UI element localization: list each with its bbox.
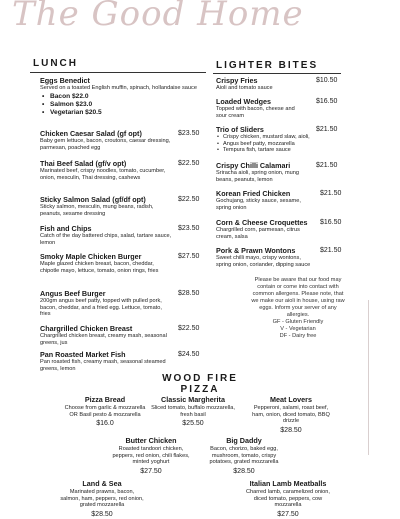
slider-option: • Tempura fish, tartare sauce bbox=[216, 147, 316, 154]
pizza-heading-line1: WOOD FIRE bbox=[162, 373, 238, 384]
pizza-item bbox=[63, 395, 147, 428]
item-name: Smoky Maple Chicken Burger bbox=[40, 252, 142, 261]
item-desc: 200gm angus beef patty, topped with pulled pork, bacon, cheddar, and a fried egg. Lettuce, tomato, fries bbox=[40, 298, 162, 318]
lunch-rule bbox=[30, 72, 206, 73]
item-name: Crispy Fries bbox=[216, 76, 258, 85]
pizza-price: $28.50 bbox=[280, 427, 302, 435]
item-name: Korean Fried Chicken bbox=[216, 189, 291, 198]
item-name: Trio of Sliders bbox=[216, 125, 264, 134]
pizza-desc: Bacon, chorizo, baked egg, mushroom, tomato, crispy potatoes, grated mozzarella bbox=[209, 446, 279, 466]
menu-item-korean-fried-chicken bbox=[216, 189, 310, 211]
item-name: Pan Roasted Market Fish bbox=[40, 350, 126, 359]
item-price: $23.50 bbox=[178, 225, 200, 232]
legend-df: DF - Dairy free bbox=[279, 333, 317, 339]
menu-item bbox=[40, 224, 172, 246]
item-name: Fish and Chips bbox=[40, 224, 92, 233]
pizza-desc: Charred lamb, caramelized onion, diced tomato, peppers, cow mozzarella bbox=[246, 489, 330, 509]
item-desc: Chargrilled corn, parmesan, citrus cream, salsa bbox=[216, 227, 300, 240]
item-desc: Chargrilled chicken breast, creamy mash, seasonal greens, jus bbox=[40, 333, 167, 346]
item-price: $23.50 bbox=[178, 130, 200, 137]
item-price: $27.50 bbox=[178, 253, 200, 260]
item-price: $21.50 bbox=[316, 162, 338, 169]
item-price: $10.50 bbox=[316, 77, 338, 84]
restaurant-logo: The Good Home bbox=[12, 0, 304, 34]
slider-option: • Crispy chicken, mustard slaw, aioli, bbox=[216, 134, 316, 141]
item-name: Loaded Wedges bbox=[216, 97, 271, 106]
pizza-item bbox=[150, 395, 236, 428]
slider-option: • Angus beef patty, mozzarella bbox=[216, 141, 316, 148]
pizza-price: $27.50 bbox=[277, 511, 299, 519]
menu-item-loaded-wedges bbox=[216, 97, 296, 119]
item-desc: Aioli and tomato sauce bbox=[216, 85, 273, 91]
menu-item-eggs-benedict bbox=[40, 76, 200, 117]
pizza-name: Meat Lovers bbox=[270, 395, 312, 404]
pizza-item bbox=[250, 395, 332, 435]
item-price: $28.50 bbox=[178, 290, 200, 297]
menu-item-pork-prawn-wontons bbox=[216, 246, 316, 268]
pizza-item bbox=[60, 479, 144, 519]
item-desc: Sweet chilli mayo, crispy wontons, spring onion, coriander, dipping sauce bbox=[216, 255, 311, 268]
allergen-notice bbox=[250, 277, 346, 340]
pizza-item bbox=[108, 436, 194, 476]
item-price: $16.50 bbox=[316, 98, 338, 105]
item-desc: Sticky salmon, mesculin, mung beans, radish, peanuts, sesame dressing bbox=[40, 204, 154, 217]
item-price: $22.50 bbox=[178, 160, 200, 167]
menu-item-corn-cheese-croquettes bbox=[216, 218, 312, 240]
pizza-desc: Sliced tomato, buffalo mozzarella, fresh basil bbox=[151, 405, 235, 418]
item-name: Angus Beef Burger bbox=[40, 289, 106, 298]
lighter-bites-rule bbox=[213, 73, 341, 74]
menu-item bbox=[40, 252, 174, 274]
item-name: Pork & Prawn Wontons bbox=[216, 246, 296, 255]
allergen-notice-text: Please be aware that our food may contain or come into contact with common allergens. Please note, that we make our aioli in house, using raw eggs. Inform your server of any allergies. bbox=[251, 277, 345, 318]
item-desc: Pan roasted fish, creamy mash, seasonal steamed greens, lemon bbox=[40, 359, 166, 372]
menu-item bbox=[40, 324, 174, 346]
pizza-price: $28.50 bbox=[91, 511, 113, 519]
eggs-options bbox=[50, 93, 200, 117]
pizza-item bbox=[200, 436, 288, 476]
pizza-desc: Roasted tandoori chicken, peppers, red onion, chili flakes, minted yoghurt bbox=[112, 446, 190, 466]
option-vegetarian: • Vegetarian $20.5 bbox=[50, 109, 200, 117]
item-name: Sticky Salmon Salad (gf/df opt) bbox=[40, 195, 146, 204]
item-name: Thai Beef Salad (gf/v opt) bbox=[40, 159, 127, 168]
item-price: $16.50 bbox=[320, 219, 342, 226]
item-price: $24.50 bbox=[178, 351, 200, 358]
menu-item bbox=[40, 159, 170, 181]
item-price: $22.50 bbox=[178, 196, 200, 203]
menu-item-trio-of-sliders bbox=[216, 125, 316, 154]
item-name: Eggs Benedict bbox=[40, 76, 90, 85]
item-desc: Marinated beef, crispy noodles, tomato, cucumber, onion, mesculin, Thai dressing, cashews bbox=[40, 168, 166, 181]
legend-v: V - Vegetarian bbox=[280, 326, 316, 332]
sliders-list bbox=[216, 134, 316, 154]
item-desc: Maple glazed chicken breast, bacon, cheddar, chipotle mayo, lettuce, tomato, onion rings, fries bbox=[40, 261, 159, 274]
item-name: Crispy Chilli Calamari bbox=[216, 161, 291, 170]
item-desc: Gochujang, sticky sauce, sesame, spring onion bbox=[216, 198, 301, 211]
item-price: $21.50 bbox=[320, 247, 342, 254]
item-price: $21.50 bbox=[316, 126, 338, 133]
menu-item bbox=[40, 129, 180, 151]
item-price: $22.50 bbox=[178, 325, 200, 332]
item-desc: Served on a toasted English muffin, spinach, hollandaise sauce bbox=[40, 85, 197, 91]
pizza-desc: Choose from garlic & mozzarella OR Basil pesto & mozzarella bbox=[64, 405, 146, 418]
pizza-name: Big Daddy bbox=[226, 436, 262, 445]
item-price: $21.50 bbox=[320, 190, 342, 197]
pizza-price: $25.50 bbox=[182, 420, 204, 428]
menu-item bbox=[40, 289, 174, 318]
item-desc: Sriracha aioli, spring onion, mung beans, peanuts, lemon bbox=[216, 170, 300, 183]
pizza-name: Italian Lamb Meatballs bbox=[249, 479, 327, 488]
menu-item-crispy-chilli-calamari bbox=[216, 161, 314, 183]
item-name: Corn & Cheese Croquettes bbox=[216, 218, 308, 227]
lunch-heading: LUNCH bbox=[33, 58, 78, 69]
menu-item bbox=[40, 195, 176, 217]
pizza-name: Pizza Bread bbox=[84, 395, 126, 404]
pizza-price: $27.50 bbox=[140, 468, 162, 476]
pizza-desc: Marinated prawns, bacon, salmon, ham, peppers, red onion, grated mozzarella bbox=[60, 489, 144, 509]
pizza-desc: Pepperoni, salami, roast beef, ham, onion, diced tomato, BBQ drizzle bbox=[252, 405, 330, 425]
item-name: Chargrilled Chicken Breast bbox=[40, 324, 133, 333]
pizza-name: Classic Margherita bbox=[161, 395, 225, 404]
item-desc: Catch of the day battered chips, salad, tartare sauce, lemon bbox=[40, 233, 172, 246]
option-bacon: • Bacon $22.0 bbox=[50, 93, 200, 101]
item-name: Chicken Caesar Salad (gf opt) bbox=[40, 129, 142, 138]
lighter-bites-heading: LIGHTER BITES bbox=[216, 60, 319, 71]
option-salmon: • Salmon $23.0 bbox=[50, 101, 200, 109]
pizza-price: $16.0 bbox=[96, 420, 114, 428]
pizza-name: Butter Chicken bbox=[125, 436, 177, 445]
pizza-price: $28.50 bbox=[233, 468, 255, 476]
pizza-name: Land & Sea bbox=[82, 479, 122, 488]
pizza-item bbox=[240, 479, 336, 519]
item-desc: Baby gem lettuce, bacon, croutons, caesar dressing, parmesan, poached egg bbox=[40, 138, 171, 151]
menu-item bbox=[40, 350, 174, 372]
pizza-heading-line2: PIZZA bbox=[180, 384, 220, 395]
menu-item-crispy-fries bbox=[216, 76, 316, 92]
item-desc: Topped with bacon, cheese and sour cream bbox=[216, 106, 295, 119]
legend-gf: GF - Gluten Friendly bbox=[272, 319, 324, 325]
